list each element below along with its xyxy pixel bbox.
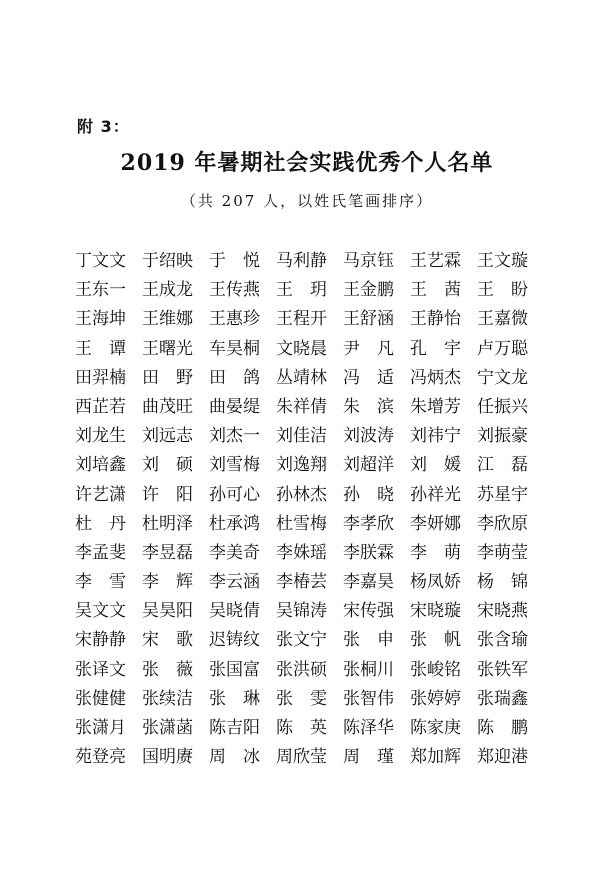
name-cell: 丁文文 (75, 251, 126, 271)
name-cell: 苏星宇 (477, 484, 528, 505)
name-cell: 王海坤 (75, 309, 126, 330)
name-cell: 张文宁 (276, 630, 327, 651)
name-cell: 孙晓 (343, 484, 411, 505)
name-cell: 刘祎宁 (410, 426, 461, 447)
name-cell: 刘硕 (142, 455, 210, 476)
name-cell: 王嘉微 (477, 309, 528, 330)
name-cell: 张峻铭 (410, 659, 461, 680)
name-cell: 陈英 (276, 718, 344, 738)
name-cell: 许艺潇 (75, 484, 126, 505)
name-cell: 孙林杰 (276, 484, 327, 505)
name-cell: 刘振豪 (477, 426, 528, 447)
name-cell: 王艺霖 (410, 251, 461, 271)
name-cell: 张译文 (75, 659, 126, 680)
name-cell: 田羿楠 (75, 367, 126, 388)
name-cell: 李美奇 (209, 542, 260, 563)
name-cell: 张智伟 (343, 688, 394, 709)
name-cell: 吴文文 (75, 601, 126, 622)
name-cell: 苑登亮 (75, 747, 126, 768)
name-cell: 李妍娜 (410, 513, 461, 534)
name-cell: 曲晏缇 (209, 396, 260, 417)
name-cell: 孙祥光 (410, 484, 461, 505)
name-cell: 李昱磊 (142, 542, 193, 563)
name-cell: 张婷婷 (410, 688, 461, 709)
name-cell: 刘超洋 (343, 455, 394, 476)
name-cell: 宋歌 (142, 630, 210, 651)
name-cell: 王盼 (477, 280, 545, 301)
name-cell: 朱滨 (343, 396, 411, 417)
name-cell: 马京钰 (343, 251, 394, 271)
name-cell: 王文璇 (477, 251, 528, 271)
name-cell: 陈吉阳 (209, 718, 260, 738)
document-title: 2019 年暑期社会实践优秀个人名单 (120, 150, 494, 176)
name-cell: 刘龙生 (75, 426, 126, 447)
name-cell: 王静怡 (410, 309, 461, 330)
name-cell: 杜承鸿 (209, 513, 260, 534)
name-cell: 宋传强 (343, 601, 394, 622)
name-cell: 于悦 (209, 251, 277, 271)
name-cell: 王维娜 (142, 309, 193, 330)
name-cell: 马利静 (276, 251, 327, 271)
name-cell: 孔宇 (410, 338, 478, 359)
name-cell: 朱增芳 (410, 396, 461, 417)
name-cell: 尹凡 (343, 338, 411, 359)
name-cell: 李辉 (142, 572, 210, 593)
name-cell: 王东一 (75, 280, 126, 301)
name-cell: 吴晓倩 (209, 601, 260, 622)
name-cell: 迟铸纹 (209, 630, 260, 651)
name-cell: 刘波涛 (343, 426, 394, 447)
name-cell: 王金鹏 (343, 280, 394, 301)
name-cell: 西芷若 (75, 396, 126, 417)
name-cell: 张含瑜 (477, 630, 528, 651)
name-cell: 江磊 (477, 455, 545, 476)
name-cell: 刘媛 (410, 455, 478, 476)
name-cell: 朱祥倩 (276, 396, 327, 417)
name-cell: 刘培鑫 (75, 455, 126, 476)
name-cell: 李欣原 (477, 513, 528, 534)
name-cell: 郑迎港 (477, 747, 528, 768)
name-cell: 刘远志 (142, 426, 193, 447)
name-cell: 周冰 (209, 747, 277, 768)
name-cell: 丛靖林 (276, 367, 327, 388)
name-cell: 冯适 (343, 367, 411, 388)
name-cell: 王舒涵 (343, 309, 394, 330)
name-cell: 李萌 (410, 542, 478, 563)
name-cell: 王玥 (276, 280, 344, 301)
name-cell: 李椿芸 (276, 572, 327, 593)
name-cell: 车昊桐 (209, 338, 260, 359)
name-cell: 张潇月 (75, 718, 126, 738)
name-cell: 陈泽华 (343, 718, 394, 738)
name-cell: 张琳 (209, 688, 277, 709)
name-cell: 陈鹏 (477, 718, 545, 738)
name-cell: 田野 (142, 367, 210, 388)
name-cell: 张帆 (410, 630, 478, 651)
name-cell: 张桐川 (343, 659, 394, 680)
name-cell: 吴锦涛 (276, 601, 327, 622)
name-cell: 张续洁 (142, 688, 193, 709)
name-cell: 卢万聪 (477, 338, 528, 359)
name-cell: 李嘉昊 (343, 572, 394, 593)
name-cell: 张健健 (75, 688, 126, 709)
name-cell: 张国富 (209, 659, 260, 680)
name-cell: 冯炳杰 (410, 367, 461, 388)
name-cell: 周瑾 (343, 747, 411, 768)
name-cell: 陈家庚 (410, 718, 461, 738)
name-cell: 王曙光 (142, 338, 193, 359)
name-cell: 张瑞鑫 (477, 688, 528, 709)
name-cell: 宋静静 (75, 630, 126, 651)
name-cell: 田鸽 (209, 367, 277, 388)
name-cell: 张薇 (142, 659, 210, 680)
name-cell: 郑加辉 (410, 747, 461, 768)
name-cell: 刘杰一 (209, 426, 260, 447)
name-cell: 王茜 (410, 280, 478, 301)
name-cell: 王程开 (276, 309, 327, 330)
name-cell: 于绍映 (142, 251, 193, 271)
name-cell: 杨凤娇 (410, 572, 461, 593)
name-cell: 张铁军 (477, 659, 528, 680)
name-cell: 文晓晨 (276, 338, 327, 359)
name-cell: 李孟斐 (75, 542, 126, 563)
name-cell: 王惠珍 (209, 309, 260, 330)
name-cell: 王谭 (75, 338, 143, 359)
name-cell: 杜明泽 (142, 513, 193, 534)
name-cell: 李雪 (75, 572, 143, 593)
name-cell: 国明赓 (142, 747, 193, 768)
name-cell: 宋晓璇 (410, 601, 461, 622)
name-cell: 王传燕 (209, 280, 260, 301)
name-cell: 宋晓燕 (477, 601, 528, 622)
name-cell: 李萌莹 (477, 542, 528, 563)
name-cell: 杨锦 (477, 572, 545, 593)
name-cell: 吴昊阳 (142, 601, 193, 622)
name-cell: 张洪硕 (276, 659, 327, 680)
name-cell: 孙可心 (209, 484, 260, 505)
name-cell: 张申 (343, 630, 411, 651)
name-cell: 王成龙 (142, 280, 193, 301)
name-cell: 刘逸翔 (276, 455, 327, 476)
name-cell: 杜雪梅 (276, 513, 327, 534)
name-cell: 李云涵 (209, 572, 260, 593)
name-cell: 杜丹 (75, 513, 143, 534)
name-cell: 李姝瑶 (276, 542, 327, 563)
name-list-grid (75, 247, 545, 772)
name-cell: 刘佳洁 (276, 426, 327, 447)
name-cell: 曲茂旺 (142, 396, 193, 417)
name-cell: 张雯 (276, 688, 344, 709)
name-cell: 周欣莹 (276, 747, 327, 768)
name-cell: 任振兴 (477, 396, 528, 417)
name-cell: 宁文龙 (477, 367, 528, 388)
name-cell: 刘雪梅 (209, 455, 260, 476)
name-cell: 李朕霖 (343, 542, 394, 563)
name-cell: 张潇菡 (142, 718, 193, 738)
name-cell: 李孝欣 (343, 513, 394, 534)
attachment-label: 附 3： (77, 117, 130, 136)
document-subtitle: （共 207 人，以姓氏笔画排序） (180, 192, 434, 210)
name-cell: 许阳 (142, 484, 210, 505)
